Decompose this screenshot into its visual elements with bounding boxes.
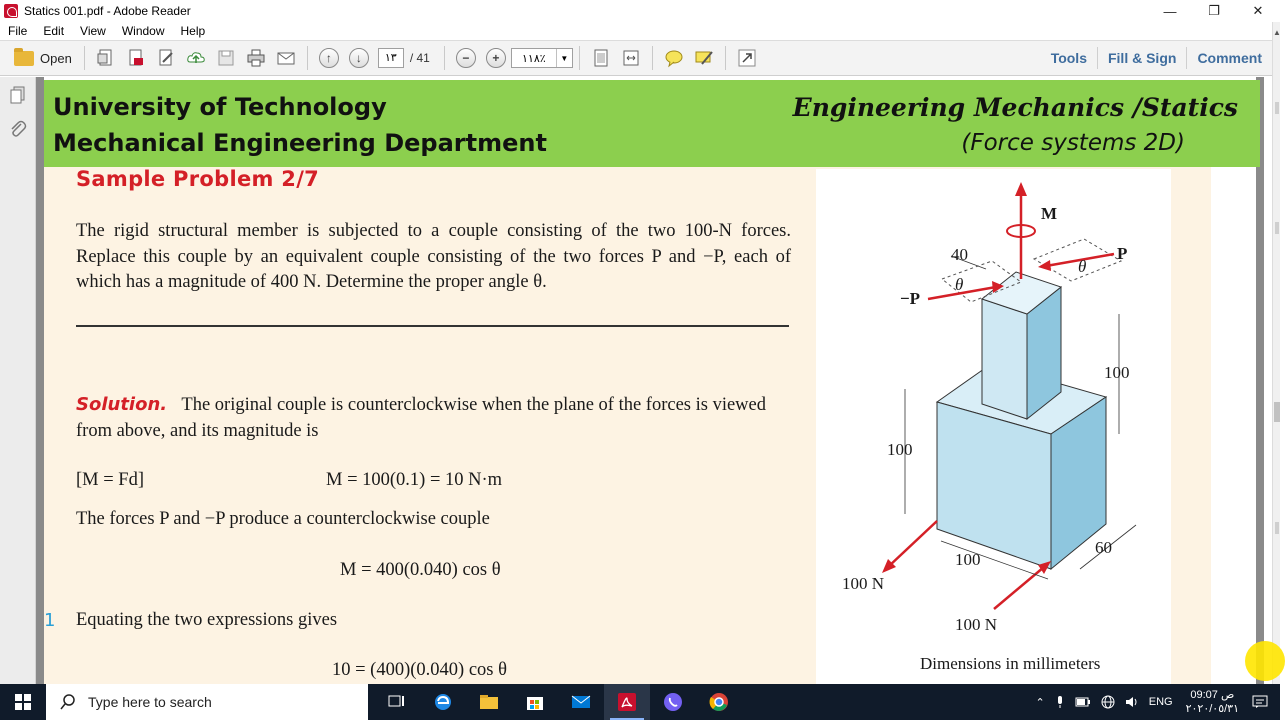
previous-page-button[interactable] bbox=[316, 45, 342, 71]
arrow-up-icon: ↑ bbox=[319, 48, 339, 68]
restore-button[interactable]: ❐ bbox=[1208, 3, 1220, 18]
toolbar-separator bbox=[307, 46, 308, 70]
highlight-button[interactable] bbox=[691, 45, 717, 71]
expand-icon bbox=[737, 48, 757, 68]
document-view[interactable] bbox=[36, 77, 1264, 684]
attachments-button[interactable] bbox=[8, 119, 28, 139]
divider bbox=[76, 325, 789, 327]
export-pdf-button[interactable] bbox=[123, 45, 149, 71]
mail-button[interactable] bbox=[558, 684, 604, 720]
toolbar-separator bbox=[84, 46, 85, 70]
adobe-reader-icon bbox=[617, 692, 637, 712]
clock-date: ٢٠٢٠/٠٥/٣١ bbox=[1185, 703, 1239, 715]
fit-page-button[interactable] bbox=[588, 45, 614, 71]
battery-icon[interactable] bbox=[1075, 697, 1091, 707]
save-button[interactable] bbox=[213, 45, 239, 71]
equating-sentence: Equating the two expressions gives bbox=[76, 610, 338, 630]
system-tray bbox=[1031, 684, 1280, 720]
label-theta-left: θ bbox=[955, 275, 964, 294]
taskbar-search[interactable] bbox=[46, 684, 368, 720]
label-m: M bbox=[1041, 204, 1058, 223]
cloud-upload-icon bbox=[186, 48, 206, 68]
email-icon bbox=[276, 48, 296, 68]
label-dim-100-bottom: 100 bbox=[955, 550, 981, 569]
figure-caption: Dimensions in millimeters bbox=[920, 654, 1101, 673]
tools-link[interactable]: Tools bbox=[1050, 50, 1087, 66]
export-pdf-icon bbox=[126, 48, 146, 68]
zoom-value: ١١٨٪ bbox=[522, 52, 546, 65]
clock[interactable] bbox=[1186, 688, 1239, 716]
problem-statement: The rigid structural member is subjected to a couple consisting of the two 100-N forces. Replace this couple by an equivalent couple consisting of the two forces P and −P, each of which has a magnitude of 400 N. Determine the proper angle θ. bbox=[76, 221, 791, 292]
clock-time: 09:07 ص bbox=[1190, 689, 1235, 701]
comment-link[interactable]: Comment bbox=[1197, 50, 1262, 66]
create-pdf-icon bbox=[96, 48, 116, 68]
vertical-scrollbar[interactable] bbox=[1272, 22, 1280, 684]
open-button[interactable] bbox=[8, 44, 78, 72]
label-force-right: 100 N bbox=[955, 615, 998, 634]
toolbar-separator bbox=[444, 46, 445, 70]
column-front bbox=[982, 299, 1027, 419]
viber-button[interactable] bbox=[650, 684, 696, 720]
save-icon bbox=[216, 48, 236, 68]
email-button[interactable] bbox=[273, 45, 299, 71]
scroll-marker bbox=[1275, 522, 1279, 534]
fit-page-icon bbox=[591, 48, 611, 68]
minimize-button[interactable]: — bbox=[1163, 3, 1177, 19]
label-dim-40: 40 bbox=[951, 245, 968, 264]
window-title: Statics 001.pdf - Adobe Reader bbox=[24, 4, 191, 18]
menu-window[interactable]: Window bbox=[121, 24, 165, 38]
microphone-icon[interactable] bbox=[1055, 695, 1065, 709]
solution-paragraph bbox=[76, 392, 791, 444]
pdf-page bbox=[44, 77, 1256, 684]
network-icon[interactable] bbox=[1101, 695, 1115, 709]
menu-bar bbox=[0, 22, 1280, 40]
moment-arrow-head bbox=[1015, 182, 1027, 196]
paperclip-icon bbox=[8, 119, 28, 139]
zoom-select[interactable] bbox=[511, 48, 573, 68]
adobe-reader-icon bbox=[4, 4, 18, 18]
zoom-in-button[interactable] bbox=[483, 45, 509, 71]
notification-icon bbox=[1252, 695, 1268, 709]
equation-1-left: [M = Fd] bbox=[76, 470, 144, 490]
force-100n-right bbox=[994, 567, 1044, 609]
menu-edit[interactable]: Edit bbox=[43, 24, 65, 38]
header-banner bbox=[44, 80, 1260, 167]
equation-3: 10 = (400)(0.040) cos θ bbox=[332, 660, 507, 680]
comment-bubble-icon bbox=[664, 48, 684, 68]
print-button[interactable] bbox=[243, 45, 269, 71]
chrome-icon bbox=[709, 692, 729, 712]
plus-icon: + bbox=[486, 48, 506, 68]
solution-text: The original couple is counterclockwise when the plane of the forces is viewed from above, and its magnitude is bbox=[76, 395, 767, 441]
microphone-glyph bbox=[1055, 695, 1065, 709]
highlighter-icon bbox=[694, 48, 714, 68]
speaker-glyph bbox=[1125, 695, 1139, 709]
volume-icon[interactable] bbox=[1125, 695, 1139, 709]
department-name: Mechanical Engineering Department bbox=[53, 129, 547, 157]
title-bar bbox=[0, 0, 1280, 22]
store-button[interactable] bbox=[512, 684, 558, 720]
toolbar-separator bbox=[579, 46, 580, 70]
battery-glyph bbox=[1075, 697, 1091, 707]
edit-pdf-icon bbox=[156, 48, 176, 68]
label-dim-100-left: 100 bbox=[887, 440, 913, 459]
label-dim-100-right: 100 bbox=[1104, 363, 1130, 382]
chrome-button[interactable] bbox=[696, 684, 742, 720]
store-icon bbox=[526, 693, 544, 711]
scroll-marker bbox=[1275, 222, 1279, 234]
label-p: P bbox=[1117, 244, 1128, 263]
label-force-left: 100 N bbox=[842, 574, 885, 593]
task-view-button[interactable] bbox=[374, 684, 420, 720]
zoom-out-button[interactable] bbox=[453, 45, 479, 71]
force-100n-left bbox=[888, 521, 937, 567]
task-view-icon bbox=[388, 694, 406, 710]
show-hidden-icons-button[interactable]: ⌃ bbox=[1035, 696, 1045, 709]
scroll-marker bbox=[1275, 102, 1279, 114]
create-pdf-button[interactable] bbox=[93, 45, 119, 71]
label-dim-60: 60 bbox=[1095, 538, 1112, 557]
page-total: / 41 bbox=[409, 51, 430, 65]
problem-title: Sample Problem 2/7 bbox=[76, 167, 320, 191]
folder-icon bbox=[14, 51, 34, 66]
arrow-down-icon: ↓ bbox=[349, 48, 369, 68]
pinned-apps bbox=[374, 684, 742, 720]
label-theta-right: θ bbox=[1078, 257, 1087, 276]
toolbar bbox=[0, 40, 1272, 76]
search-icon bbox=[60, 694, 76, 710]
sticky-note-button[interactable] bbox=[661, 45, 687, 71]
equation-1-right: M = 100(0.1) = 10 N·m bbox=[326, 470, 503, 490]
menu-help[interactable]: Help bbox=[180, 24, 206, 38]
page-thumbnails-button[interactable] bbox=[8, 85, 28, 105]
open-label: Open bbox=[40, 50, 72, 66]
language-indicator[interactable]: ENG bbox=[1148, 696, 1173, 708]
viber-icon bbox=[663, 692, 683, 712]
action-center-button[interactable] bbox=[1252, 695, 1268, 709]
note-marker: 1 bbox=[44, 610, 56, 631]
university-name: University of Technology bbox=[53, 93, 387, 121]
couple-sentence: The forces P and −P produce a counterclockwise couple bbox=[76, 509, 490, 529]
file-explorer-button[interactable] bbox=[466, 684, 512, 720]
chevron-down-icon: ▼ bbox=[556, 49, 572, 67]
mail-icon bbox=[571, 694, 591, 710]
next-page-button[interactable] bbox=[346, 45, 372, 71]
folder-icon bbox=[479, 694, 499, 710]
label-neg-p: −P bbox=[900, 289, 921, 308]
minus-icon: − bbox=[456, 48, 476, 68]
toolbar-separator bbox=[652, 46, 653, 70]
toolbar-separator bbox=[725, 46, 726, 70]
page-thumbnails-icon bbox=[8, 85, 28, 105]
problem-content bbox=[44, 167, 1211, 684]
solution-label: Solution. bbox=[76, 394, 168, 415]
course-title: Engineering Mechanics /Statics bbox=[792, 93, 1238, 122]
globe-glyph bbox=[1101, 695, 1115, 709]
window-controls bbox=[1148, 0, 1280, 22]
expand-button[interactable] bbox=[734, 45, 760, 71]
edit-pdf-button[interactable] bbox=[153, 45, 179, 71]
start-button[interactable] bbox=[0, 684, 46, 720]
print-icon bbox=[246, 48, 266, 68]
menu-file[interactable]: File bbox=[8, 24, 28, 38]
equation-2: M = 400(0.040) cos θ bbox=[340, 560, 501, 580]
close-button[interactable]: ✕ bbox=[1252, 3, 1264, 18]
windows-taskbar bbox=[0, 684, 1280, 720]
topic-title: (Force systems 2D) bbox=[961, 130, 1185, 156]
edge-icon bbox=[433, 692, 453, 712]
windows-logo-icon bbox=[15, 694, 31, 710]
fill-sign-link[interactable]: Fill & Sign bbox=[1107, 50, 1177, 66]
force-p-head bbox=[1038, 260, 1051, 271]
edge-button[interactable] bbox=[420, 684, 466, 720]
search-placeholder: Type here to search bbox=[88, 694, 212, 710]
menu-view[interactable]: View bbox=[80, 24, 106, 38]
figure-panel bbox=[816, 169, 1171, 684]
fit-width-icon bbox=[621, 48, 641, 68]
adobe-reader-taskbar-button[interactable] bbox=[604, 684, 650, 720]
scroll-up-icon[interactable]: ▲ bbox=[1273, 28, 1281, 37]
page-number-input[interactable]: ١٣ bbox=[378, 48, 404, 68]
cursor-highlight bbox=[1245, 641, 1285, 681]
upload-cloud-button[interactable] bbox=[183, 45, 209, 71]
toolbar-right-panel bbox=[1041, 41, 1272, 75]
navigation-panel bbox=[0, 77, 36, 684]
scrollbar-thumb[interactable] bbox=[1274, 402, 1280, 422]
fit-width-button[interactable] bbox=[618, 45, 644, 71]
